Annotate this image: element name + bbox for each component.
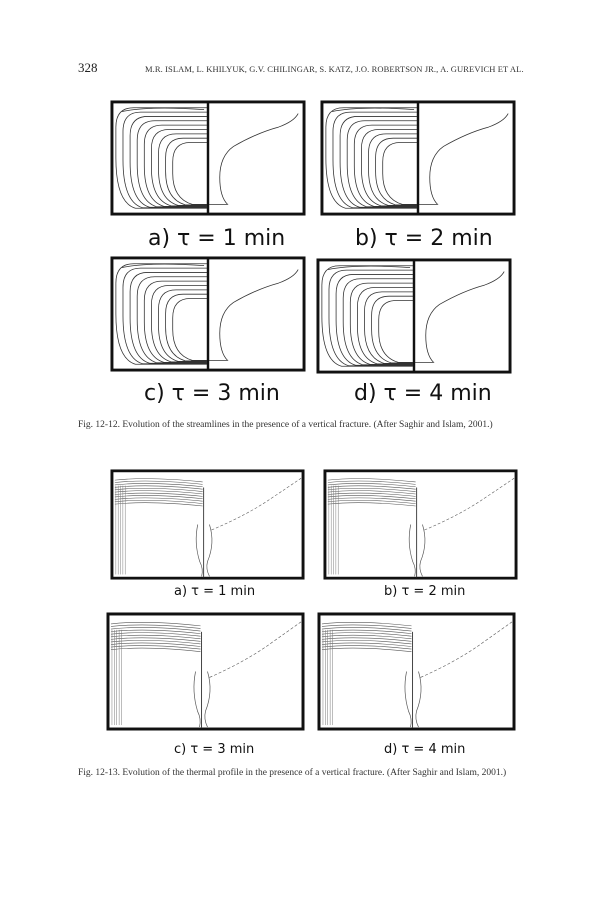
figure-12-13-caption: Fig. 12-13. Evolution of the thermal profile in the presence of a vertical fracture. (After Saghir and Islam, 2001.): [78, 768, 507, 778]
figure-12-13-label-d: d) τ = 4 min: [384, 742, 466, 757]
figure-12-12-label-c: c) τ = 3 min: [144, 381, 280, 406]
streamline-panel-c: [110, 256, 306, 372]
running-head: M.R. ISLAM, L. KHILYUK, G.V. CHILINGAR, S. KATZ, J.O. ROBERTSON JR., A. GUREVICH ET AL.: [145, 64, 524, 74]
figure-12-12-label-a: a) τ = 1 min: [148, 226, 286, 251]
streamline-panel-a: [110, 100, 306, 216]
thermal-panel-b: [323, 469, 518, 580]
figure-12-13-label-b: b) τ = 2 min: [384, 584, 466, 599]
thermal-panel-a: [110, 469, 305, 580]
figure-12-13-label-a: a) τ = 1 min: [174, 584, 256, 599]
figure-12-12-label-b: b) τ = 2 min: [355, 226, 493, 251]
thermal-panel-d: [317, 612, 516, 731]
thermal-panel-c: [106, 612, 305, 731]
page-number: 328: [78, 60, 98, 75]
figure-12-12-label-d: d) τ = 4 min: [354, 381, 492, 406]
figure-12-13-label-c: c) τ = 3 min: [174, 742, 255, 757]
streamline-panel-d: [316, 258, 512, 374]
streamline-panel-b: [320, 100, 516, 216]
figure-12-12-caption: Fig. 12-12. Evolution of the streamlines in the presence of a vertical fracture. (After Saghir and Islam, 2001.): [78, 420, 493, 430]
